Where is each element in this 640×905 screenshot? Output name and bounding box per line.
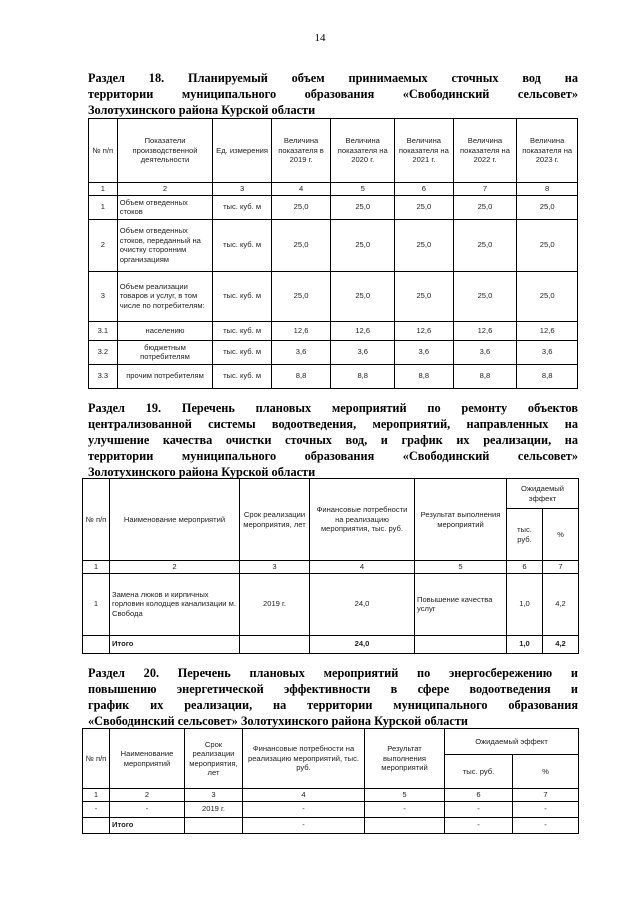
heading-line: территории муниципального образования «Свободинский сельсовет» [88, 449, 578, 463]
value-cell: 25,0 [395, 271, 453, 321]
column-number: 3 [185, 789, 243, 802]
table-row [89, 364, 578, 388]
measure-name: Замена люков и кирпичных горловин колодцев канализации м. Свобода [110, 573, 240, 635]
heading-line: Раздел 18. Планируемый объем принимаемых сточных вод на [88, 71, 578, 85]
header-cell: Срок реализации мероприятия, лет [185, 729, 243, 789]
table-row [89, 271, 578, 321]
indicator-name: Объем отведенных стоков, переданный на очистку сторонним организациям [117, 219, 213, 271]
value-cell: 8,8 [271, 364, 331, 388]
column-number: 5 [331, 183, 395, 196]
row-number: - [83, 801, 110, 817]
column-number: 6 [507, 561, 543, 574]
header-cell: Ожидаемый эффект [507, 479, 579, 509]
heading-line: Раздел 19. Перечень плановых мероприятий по ремонту объектов [88, 401, 578, 415]
effect-rub-cell: 1,0 [507, 573, 543, 635]
effect-pct-cell: 4,2 [543, 573, 579, 635]
row-number: 3 [89, 271, 118, 321]
header-cell: Величина показателя на 2023 г. [517, 119, 578, 183]
header-cell: № п/п [89, 119, 118, 183]
table-header-row [83, 729, 579, 755]
value-cell: 3,6 [331, 340, 395, 364]
heading-line: «Свободинский сельсовет» Золотухинского района Курской области [88, 714, 468, 728]
section-19-table [82, 478, 579, 654]
column-number: 2 [110, 789, 185, 802]
result-cell: Повышение качества услуг [415, 573, 507, 635]
total-row [83, 635, 579, 653]
header-cell: Показатели производственной деятельности [117, 119, 213, 183]
value-cell: 25,0 [271, 219, 331, 271]
value-cell: 3,6 [453, 340, 517, 364]
measure-name: - [110, 801, 185, 817]
row-number [83, 635, 110, 653]
row-number: 2 [89, 219, 118, 271]
header-cell: % [543, 509, 579, 561]
header-cell: Результат выполнения мероприятий [365, 729, 445, 789]
heading-line: Золотухинского района Курской области [88, 465, 316, 479]
total-effect-pct: - [513, 817, 579, 833]
column-number: 4 [271, 183, 331, 196]
header-cell: Величина показателя на 2021 г. [395, 119, 453, 183]
header-cell: Наименование мероприятий [110, 479, 240, 561]
unit-cell: тыс. куб. м [213, 271, 271, 321]
section-19-heading [88, 400, 578, 480]
column-number: 5 [365, 789, 445, 802]
total-label: Итого [110, 817, 185, 833]
header-cell: Ед. измерения [213, 119, 271, 183]
value-cell: 25,0 [517, 219, 578, 271]
column-number: 7 [513, 789, 579, 802]
effect-rub-cell: - [445, 801, 513, 817]
value-cell: 25,0 [331, 195, 395, 219]
section-18-table [88, 118, 578, 389]
section-18-heading [88, 70, 578, 118]
value-cell: 12,6 [517, 321, 578, 340]
value-cell: 25,0 [453, 271, 517, 321]
value-cell: 25,0 [517, 195, 578, 219]
finance-cell: 24,0 [310, 573, 415, 635]
header-cell: Величина показателя на 2020 г. [331, 119, 395, 183]
value-cell: 25,0 [331, 219, 395, 271]
total-effect-rub: - [445, 817, 513, 833]
header-cell: Величина показателя в 2019 г. [271, 119, 331, 183]
value-cell: 3,6 [395, 340, 453, 364]
value-cell: 25,0 [395, 219, 453, 271]
column-number: 2 [110, 561, 240, 574]
column-number: 6 [445, 789, 513, 802]
column-number: 3 [213, 183, 271, 196]
total-effect-rub: 1,0 [507, 635, 543, 653]
total-finance: 24,0 [310, 635, 415, 653]
finance-cell: - [243, 801, 365, 817]
value-cell: 12,6 [395, 321, 453, 340]
page-number: 14 [314, 32, 326, 44]
table-row [89, 340, 578, 364]
row-number [83, 817, 110, 833]
total-label: Итого [110, 635, 240, 653]
column-number-row [83, 561, 579, 574]
term-cell [240, 635, 310, 653]
unit-cell: тыс. куб. м [213, 364, 271, 388]
column-number: 4 [310, 561, 415, 574]
value-cell: 25,0 [271, 271, 331, 321]
header-cell: Наименование мероприятий [110, 729, 185, 789]
term-cell: 2019 г. [240, 573, 310, 635]
column-number: 2 [117, 183, 213, 196]
row-number: 3.2 [89, 340, 118, 364]
header-cell: Финансовые потребности на реализацию мероприятия, тыс. руб. [310, 479, 415, 561]
heading-line: территории муниципального образования «Свободинский сельсовет» [88, 87, 578, 101]
value-cell: 3,6 [517, 340, 578, 364]
row-number: 3.3 [89, 364, 118, 388]
header-cell: Финансовые потребности на реализацию мероприятий, тыс. руб. [243, 729, 365, 789]
heading-line: Раздел 20. Перечень плановых мероприятий по энергосбережению и [88, 666, 578, 680]
table-row [89, 321, 578, 340]
header-cell: Величина показателя на 2022 г. [453, 119, 517, 183]
heading-line: Золотухинского района Курской области [88, 103, 316, 117]
heading-line: повышению энергетической эффективности в сфере водоотведения и [88, 682, 578, 696]
column-number: 7 [543, 561, 579, 574]
column-number: 1 [83, 561, 110, 574]
header-cell: тыс. руб. [507, 509, 543, 561]
value-cell: 8,8 [453, 364, 517, 388]
table-row [89, 219, 578, 271]
result-cell: - [365, 801, 445, 817]
section-20-table [82, 728, 579, 834]
total-effect-pct: 4,2 [543, 635, 579, 653]
header-cell: Ожидаемый эффект [445, 729, 579, 755]
value-cell: 8,8 [395, 364, 453, 388]
table-row [83, 801, 579, 817]
row-number: 1 [83, 573, 110, 635]
unit-cell: тыс. куб. м [213, 219, 271, 271]
header-cell: Срок реализации мероприятия, лет [240, 479, 310, 561]
value-cell: 12,6 [453, 321, 517, 340]
value-cell: 25,0 [395, 195, 453, 219]
value-cell: 25,0 [331, 271, 395, 321]
total-finance: - [243, 817, 365, 833]
result-cell [415, 635, 507, 653]
indicator-name: Объем отведенных стоков [117, 195, 213, 219]
column-number: 5 [415, 561, 507, 574]
unit-cell: тыс. куб. м [213, 195, 271, 219]
column-number: 4 [243, 789, 365, 802]
column-number: 6 [395, 183, 453, 196]
heading-line: улучшение качества очистки сточных вод, и график их реализации, на [88, 433, 578, 447]
value-cell: 25,0 [453, 195, 517, 219]
unit-cell: тыс. куб. м [213, 340, 271, 364]
value-cell: 12,6 [331, 321, 395, 340]
indicator-name: бюджетным потребителям [117, 340, 213, 364]
table-row [83, 573, 579, 635]
heading-line: централизованной системы водоотведения, мероприятий, направленных на [88, 417, 578, 431]
indicator-name: прочим потребителям [117, 364, 213, 388]
value-cell: 3,6 [271, 340, 331, 364]
column-number: 1 [89, 183, 118, 196]
total-row [83, 817, 579, 833]
row-number: 1 [89, 195, 118, 219]
column-number: 7 [453, 183, 517, 196]
column-number: 8 [517, 183, 578, 196]
value-cell: 25,0 [271, 195, 331, 219]
value-cell: 25,0 [517, 271, 578, 321]
section-20-heading [88, 665, 578, 729]
column-number: 3 [240, 561, 310, 574]
column-number-row [89, 183, 578, 196]
value-cell: 8,8 [331, 364, 395, 388]
term-cell: 2019 г. [185, 801, 243, 817]
value-cell: 8,8 [517, 364, 578, 388]
header-cell: Результат выполнения мероприятий [415, 479, 507, 561]
table-row [89, 195, 578, 219]
column-number: 1 [83, 789, 110, 802]
indicator-name: населению [117, 321, 213, 340]
header-cell: тыс. руб. [445, 755, 513, 789]
heading-line: график их реализации, на территории муниципального образования [88, 698, 578, 712]
header-cell: № п/п [83, 479, 110, 561]
table-header-row [89, 119, 578, 183]
header-cell: % [513, 755, 579, 789]
result-cell [365, 817, 445, 833]
term-cell [185, 817, 243, 833]
column-number-row [83, 789, 579, 802]
unit-cell: тыс. куб. м [213, 321, 271, 340]
row-number: 3.1 [89, 321, 118, 340]
effect-pct-cell: - [513, 801, 579, 817]
indicator-name: Объем реализации товаров и услуг, в том числе по потребителям: [117, 271, 213, 321]
value-cell: 12,6 [271, 321, 331, 340]
table-header-row [83, 479, 579, 509]
header-cell: № п/п [83, 729, 110, 789]
value-cell: 25,0 [453, 219, 517, 271]
